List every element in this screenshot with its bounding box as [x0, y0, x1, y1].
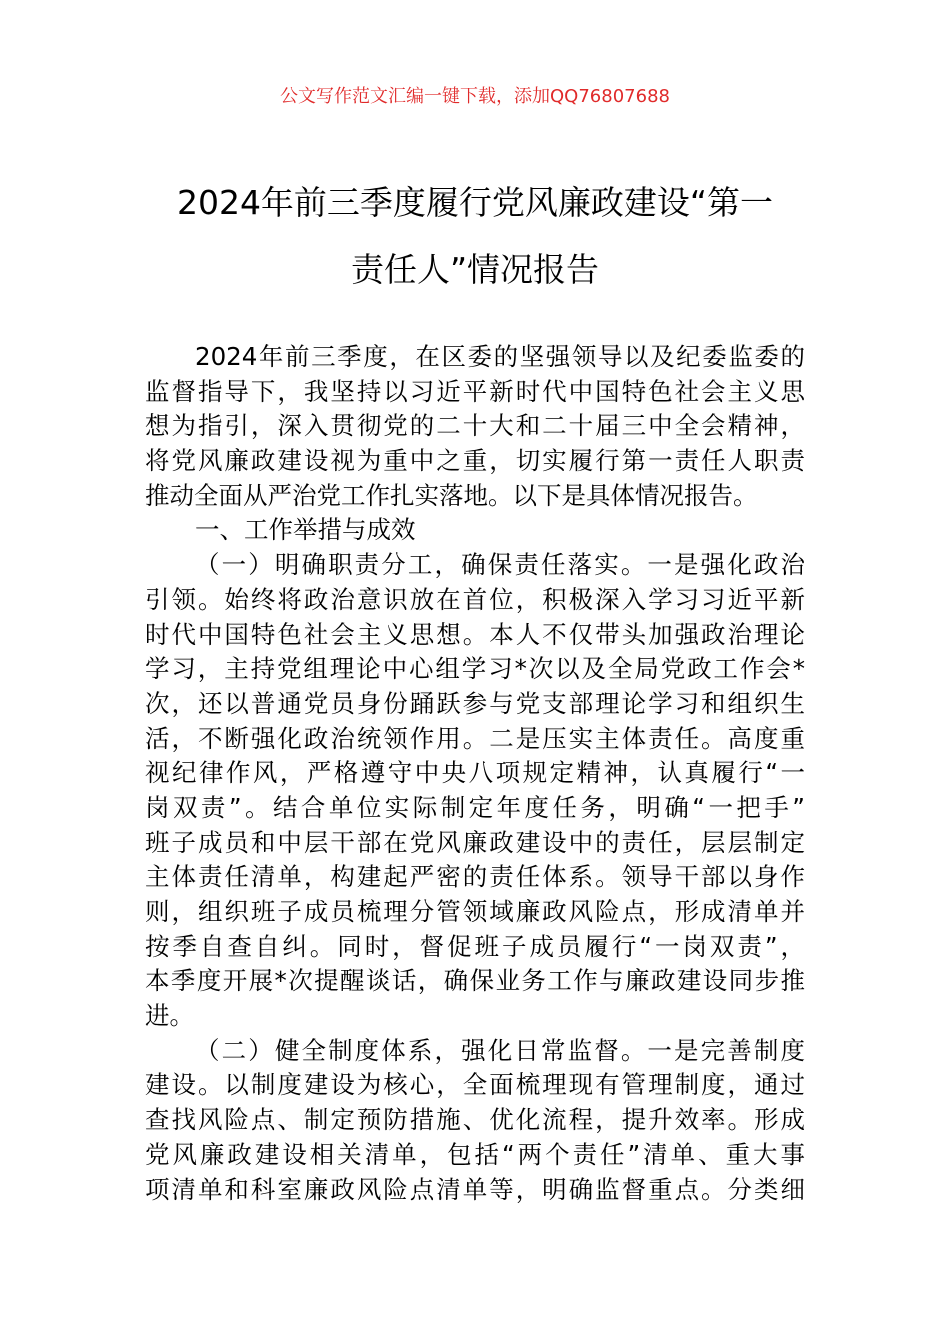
body-text-line: 时代中国特色社会主义思想。本人不仅带头加强政治理论 — [145, 619, 805, 649]
body-text-line: （二）健全制度体系，强化日常监督。一是完善制度 — [195, 1035, 805, 1065]
watermark-banner: 公文写作范文汇编一键下载，添加QQ76807688 — [280, 86, 670, 107]
body-text-line: 学习，主持党组理论中心组学习*次以及全局党政工作会* — [145, 654, 805, 684]
body-text-line: 党风廉政建设相关清单，包括“两个责任”清单、重大事 — [145, 1139, 805, 1169]
body-text-line: （一）明确职责分工，确保责任落实。一是强化政治 — [195, 550, 805, 580]
body-text-line: 进。 — [145, 1001, 194, 1031]
body-text-line: 主体责任清单，构建起严密的责任体系。领导干部以身作 — [145, 862, 805, 892]
body-text-line: 岗双责”。结合单位实际制定年度任务，明确“一把手” — [145, 792, 805, 822]
body-text-line: 视纪律作风，严格遵守中央八项规定精神，认真履行“一 — [145, 758, 805, 788]
body-text-line: 活，不断强化政治统领作用。二是压实主体责任。高度重 — [145, 723, 805, 753]
body-text-line: 将党风廉政建设视为重中之重，切实履行第一责任人职责 — [145, 446, 805, 476]
body-text-line: 推动全面从严治党工作扎实落地。以下是具体情况报告。 — [145, 480, 758, 510]
body-text-line: 班子成员和中层干部在党风廉政建设中的责任，层层制定 — [145, 827, 805, 857]
body-text-line: 建设。以制度建设为核心，全面梳理现有管理制度，通过 — [145, 1070, 805, 1100]
body-text-line: 引领。始终将政治意识放在首位，积极深入学习习近平新 — [145, 584, 805, 614]
document-title-line-1: 2024年前三季度履行党风廉政建设“第一 — [176, 183, 774, 222]
document-body — [145, 340, 805, 1207]
body-text-line: 想为指引，深入贯彻党的二十大和二十届三中全会精神， — [145, 411, 805, 441]
body-text-line: 查找风险点、制定预防措施、优化流程，提升效率。形成 — [145, 1105, 805, 1135]
body-text-line: 2024年前三季度，在区委的坚强领导以及纪委监委的 — [195, 342, 805, 371]
body-text-line: 监督指导下，我坚持以习近平新时代中国特色社会主义思 — [145, 376, 805, 406]
body-text-line: 次，还以普通党员身份踊跃参与党支部理论学习和组织生 — [145, 688, 805, 718]
body-text-line: 项清单和科室廉政风险点清单等，明确监督重点。分类细 — [145, 1174, 805, 1204]
body-text-line: 本季度开展*次提醒谈话，确保业务工作与廉政建设同步推 — [145, 966, 805, 996]
body-text-line: 一、工作举措与成效 — [195, 515, 416, 545]
body-text-line: 则，组织班子成员梳理分管领域廉政风险点，形成清单并 — [145, 897, 805, 926]
body-text-line: 按季自查自纠。同时，督促班子成员履行“一岗双责”， — [145, 931, 805, 961]
document-title-line-2: 责任人”情况报告 — [350, 250, 600, 289]
